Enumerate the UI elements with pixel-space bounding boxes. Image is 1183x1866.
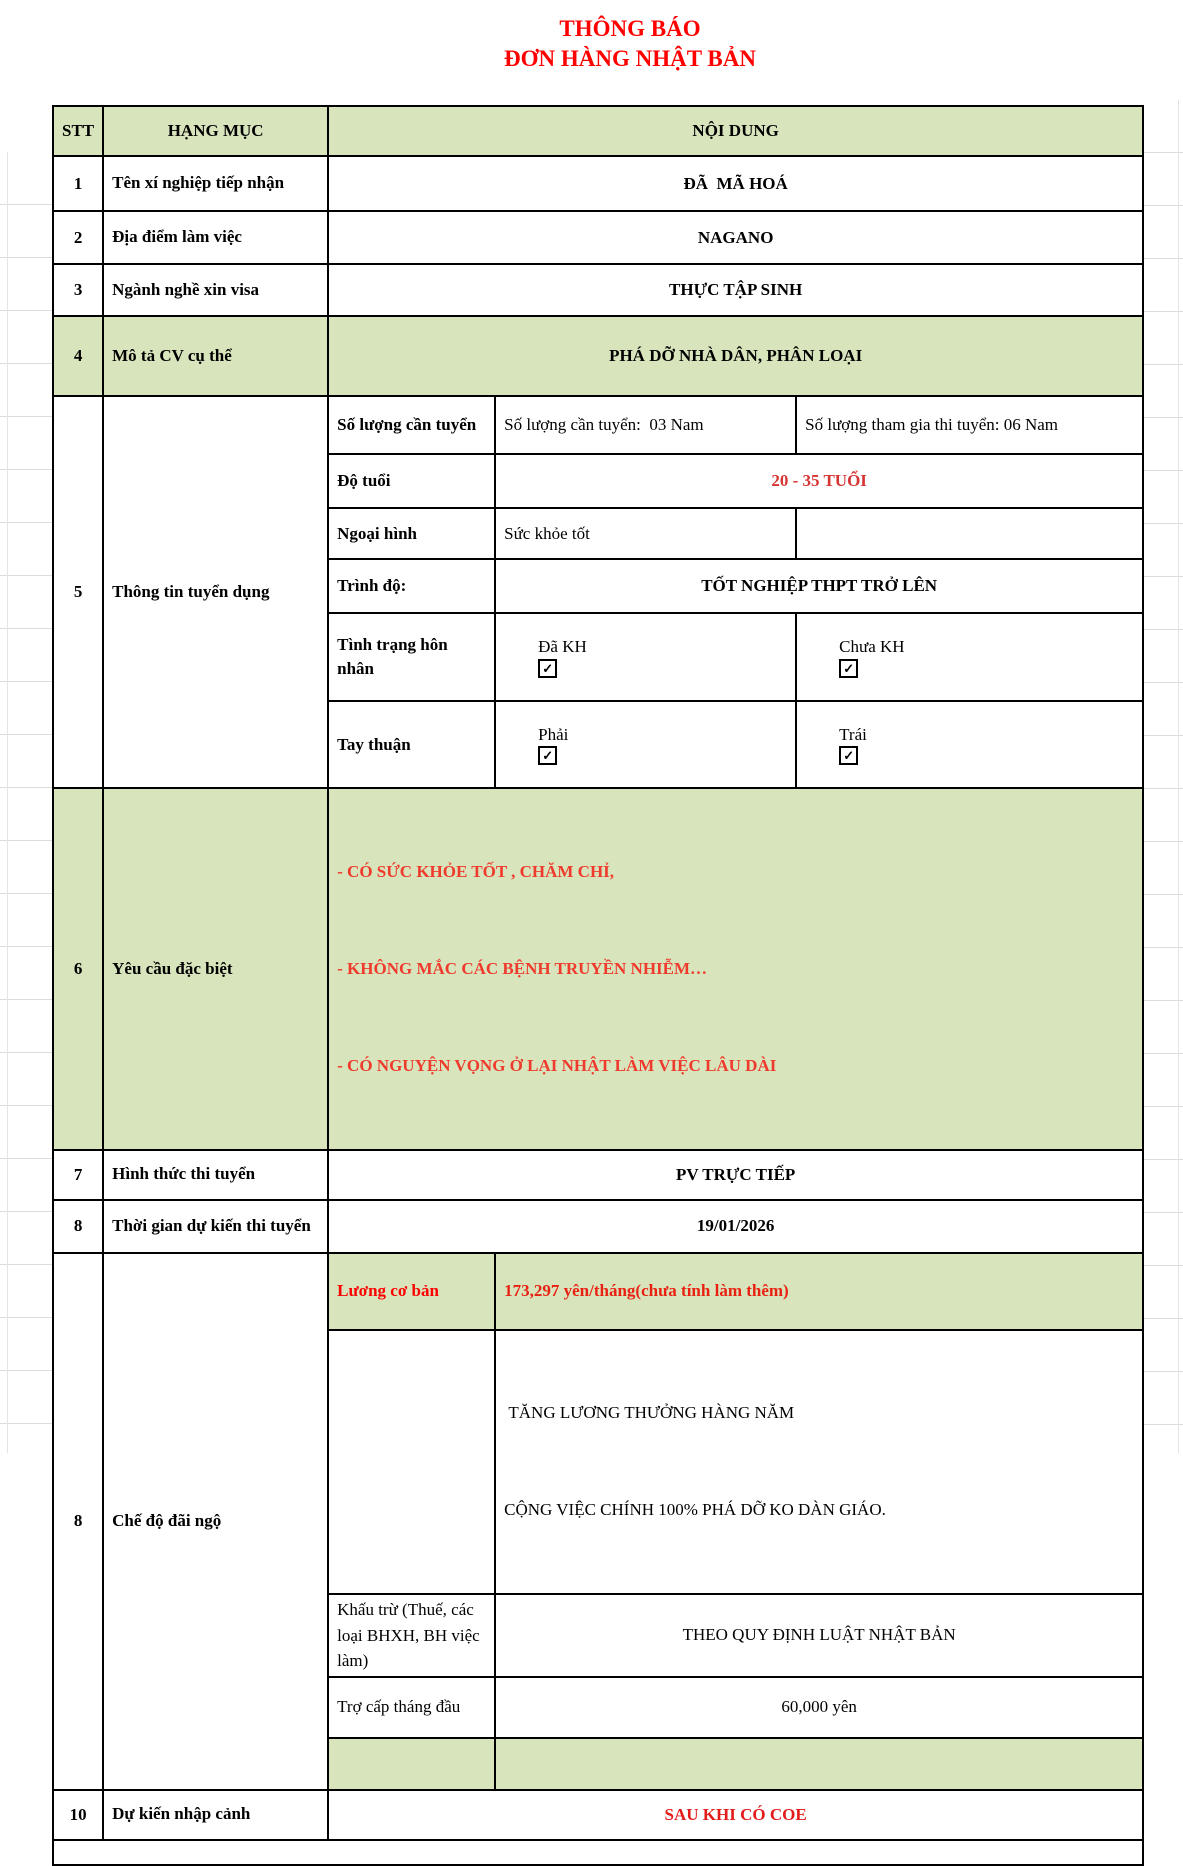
- table-row: [53, 211, 1143, 264]
- left-hand-label: Trái: [839, 724, 867, 744]
- row5-education-label: Trình độ:: [328, 559, 495, 613]
- allowance-label: Trợ cấp tháng đầu: [328, 1677, 495, 1738]
- row5-hand-left-cell: [796, 701, 1143, 789]
- table-row: [53, 1150, 1143, 1200]
- row5-appearance-value: Sức khỏe tốt: [495, 508, 796, 559]
- row5-marital-married-cell: [495, 613, 796, 701]
- table-row: [53, 1790, 1143, 1840]
- row5-number: 5: [53, 396, 103, 788]
- right-margin-gridlines: [1142, 100, 1183, 1453]
- row8b-label: Chế độ đãi ngộ: [103, 1253, 328, 1790]
- bonus-value: [495, 1330, 1143, 1594]
- table-row: [53, 1253, 1143, 1330]
- row5-quantity-candidates: Số lượng tham gia thi tuyển: 06 Nam: [796, 396, 1143, 454]
- salary-value: 173,297 yên/tháng(chưa tính làm thêm): [495, 1253, 1143, 1330]
- requirement-line: - CÓ NGUYỆN VỌNG Ở LẠI NHẬT LÀM VIỆC LÂU DÀI: [337, 1055, 777, 1075]
- check-glyph: ✓: [542, 660, 554, 676]
- check-glyph: ✓: [843, 748, 855, 764]
- row3-label: Ngành nghề xin visa: [103, 264, 328, 316]
- row5-age-label: Độ tuổi: [328, 454, 495, 508]
- table-row: [53, 264, 1143, 316]
- row8b-number: 8: [53, 1253, 103, 1790]
- empty-green-label-cell: [328, 1738, 495, 1790]
- row5-marital-label: Tình trạng hôn nhân: [328, 613, 495, 701]
- salary-label: Lương cơ bản: [328, 1253, 495, 1330]
- table-row: [53, 1840, 1143, 1865]
- deduction-value: THEO QUY ĐỊNH LUẬT NHẬT BẢN: [495, 1594, 1143, 1677]
- right-hand-label: Phải: [538, 724, 569, 744]
- empty-green-value-cell: [495, 1738, 1143, 1790]
- header-category: HẠNG MỤC: [103, 106, 328, 156]
- row5-marital-single-cell: [796, 613, 1143, 701]
- left-hand-checked-checkbox-icon[interactable]: [839, 746, 858, 765]
- row5-hand-label: Tay thuận: [328, 701, 495, 789]
- row10-number: 10: [53, 1790, 103, 1840]
- table-row: [53, 1200, 1143, 1253]
- row3-number: 3: [53, 264, 103, 316]
- married-checked-checkbox-icon[interactable]: [538, 659, 557, 678]
- row8a-label: Thời gian dự kiến thi tuyển: [103, 1200, 328, 1253]
- row3-value: THỰC TẬP SINH: [328, 264, 1143, 316]
- row1-number: 1: [53, 156, 103, 211]
- married-label: Đã KH: [538, 637, 587, 657]
- title-line-2: ĐƠN HÀNG NHẬT BẢN: [504, 46, 756, 71]
- row2-value: NAGANO: [328, 211, 1143, 264]
- row5-appearance-empty: [796, 508, 1143, 559]
- left-margin-gridlines: [0, 152, 52, 1453]
- header-content: NỘI DUNG: [328, 106, 1143, 156]
- row5-quantity-needed: Số lượng cần tuyển: 03 Nam: [495, 396, 796, 454]
- table-row: [53, 396, 1143, 454]
- table-header-row: [53, 106, 1143, 156]
- right-hand-checked-checkbox-icon[interactable]: [538, 746, 557, 765]
- title-line-1: THÔNG BÁO: [559, 16, 701, 41]
- header-stt: STT: [53, 106, 103, 156]
- row5-age-value: 20 - 35 TUỔI: [495, 454, 1143, 508]
- row2-label: Địa điểm làm việc: [103, 211, 328, 264]
- row4-value: PHÁ DỠ NHÀ DÂN, PHÂN LOẠI: [328, 316, 1143, 396]
- row8a-value: 19/01/2026: [328, 1200, 1143, 1253]
- deduction-label: Khấu trừ (Thuế, các loại BHXH, BH việc làm): [328, 1594, 495, 1677]
- bonus-label-empty: [328, 1330, 495, 1594]
- row6-requirements: [328, 788, 1143, 1149]
- row6-number: 6: [53, 788, 103, 1149]
- allowance-value: 60,000 yên: [495, 1677, 1143, 1738]
- document-title: [52, 14, 1140, 74]
- table-row: [53, 316, 1143, 396]
- row4-label: Mô tả CV cụ thể: [103, 316, 328, 396]
- row8a-number: 8: [53, 1200, 103, 1253]
- bonus-line: TĂNG LƯƠNG THƯỞNG HÀNG NĂM: [504, 1403, 795, 1423]
- bonus-line: CỘNG VIỆC CHÍNH 100% PHÁ DỠ KO DÀN GIÁO.: [504, 1500, 886, 1520]
- row1-value: ĐÃ MÃ HOÁ: [328, 156, 1143, 211]
- row5-appearance-label: Ngoại hình: [328, 508, 495, 559]
- row7-label: Hình thức thi tuyển: [103, 1150, 328, 1200]
- row7-value: PV TRỰC TIẾP: [328, 1150, 1143, 1200]
- job-order-table: [52, 105, 1144, 1866]
- check-glyph: ✓: [542, 748, 554, 764]
- requirement-line: - KHÔNG MẮC CÁC BỆNH TRUYỀN NHIỄM…: [337, 958, 708, 978]
- row5-education-value: TỐT NGHIỆP THPT TRỞ LÊN: [495, 559, 1143, 613]
- row2-number: 2: [53, 211, 103, 264]
- requirement-line: - CÓ SỨC KHỎE TỐT , CHĂM CHỈ,: [337, 861, 615, 881]
- row5-quantity-label: Số lượng cần tuyển: [328, 396, 495, 454]
- check-glyph: ✓: [843, 660, 855, 676]
- table-row: [53, 788, 1143, 1149]
- empty-footer-row: [53, 1840, 1143, 1865]
- row10-label: Dự kiến nhập cảnh: [103, 1790, 328, 1840]
- row6-label: Yêu cầu đặc biệt: [103, 788, 328, 1149]
- row1-label: Tên xí nghiệp tiếp nhận: [103, 156, 328, 211]
- table-row: [53, 156, 1143, 211]
- row5-label: Thông tin tuyển dụng: [103, 396, 328, 788]
- row10-value: SAU KHI CÓ COE: [328, 1790, 1143, 1840]
- row7-number: 7: [53, 1150, 103, 1200]
- row5-hand-right-cell: [495, 701, 796, 789]
- single-checked-checkbox-icon[interactable]: [839, 659, 858, 678]
- single-label: Chưa KH: [839, 637, 905, 657]
- row4-number: 4: [53, 316, 103, 396]
